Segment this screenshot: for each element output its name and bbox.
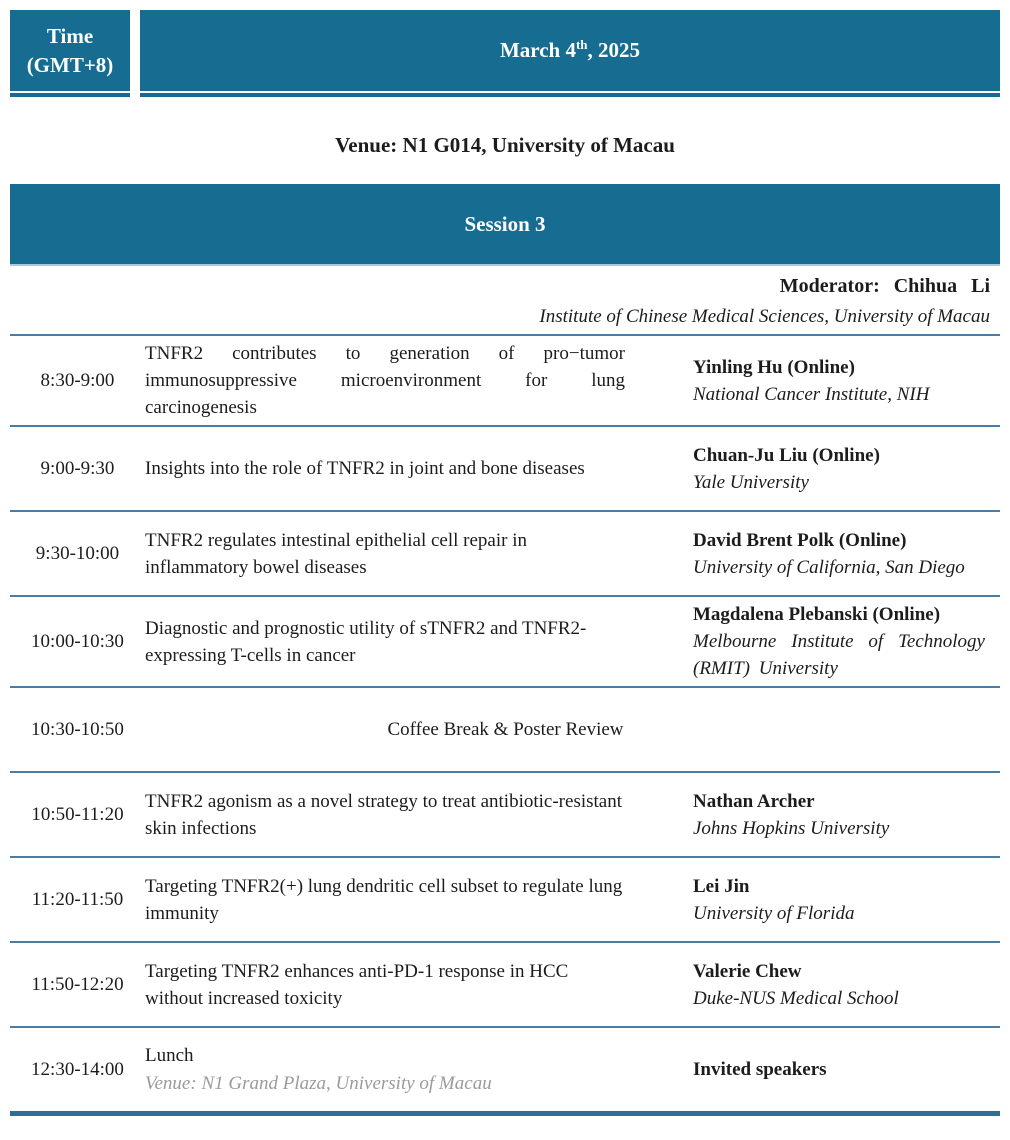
time-header-line2: (GMT+8) [26, 52, 114, 77]
schedule-row [10, 595, 1000, 686]
talk-title: Diagnostic and prognostic utility of sTNFR2 and TNFR2-expressing T-cells in cancer [145, 617, 587, 666]
schedule-row [10, 425, 1000, 510]
talk-title: Targeting TNFR2(+) lung dendritic cell subset to regulate lung immunity [145, 875, 623, 924]
schedule-row [10, 334, 1000, 425]
moderator-affiliation: Institute of Chinese Medical Sciences, University of Macau [539, 306, 990, 327]
title-cell [145, 340, 655, 421]
title-cell [145, 455, 655, 482]
ordinal-suffix: th [575, 37, 588, 52]
speaker-cell [693, 958, 1000, 1012]
time-cell: 8:30-9:00 [40, 369, 115, 391]
schedule-row [10, 941, 1000, 1026]
time-cell: 10:50-11:20 [31, 803, 124, 825]
venue-note: Venue: N1 Grand Plaza, University of Macau [145, 1073, 492, 1094]
speaker-affiliation: Duke-NUS Medical School [693, 987, 899, 1009]
speaker-name: Chuan-Ju Liu (Online) [693, 444, 880, 466]
speaker-affiliation: National Cancer Institute, NIH [693, 383, 930, 405]
session-title-bar [10, 184, 1000, 266]
speaker-affiliation: University of Florida [693, 902, 855, 924]
time-cell: 9:00-9:30 [40, 457, 115, 479]
schedule-row [10, 856, 1000, 941]
talk-title: Targeting TNFR2 enhances anti-PD-1 response in HCC without increased toxicity [145, 960, 569, 1009]
date-header [140, 10, 1000, 91]
time-cell: 11:50-12:20 [31, 973, 124, 995]
schedule-row [10, 771, 1000, 856]
speaker-cell [693, 354, 1000, 408]
session-title: Session 3 [464, 211, 546, 236]
talk-title: TNFR2 regulates intestinal epithelial cell repair in inflammatory bowel diseases [145, 529, 527, 578]
talk-title: TNFR2 agonism as a novel strategy to treat antibiotic-resistant skin infections [145, 790, 623, 839]
time-column-header [10, 10, 130, 91]
schedule-row [10, 686, 1000, 771]
speaker-name: Yinling Hu (Online) [693, 356, 855, 378]
schedule-table [10, 334, 1000, 1116]
speaker-cell [693, 873, 1000, 927]
moderator-name: Moderator: Chihua Li [779, 275, 990, 297]
speaker-affiliation: Melbourne Institute of Technology (RMIT) University [693, 631, 985, 679]
speaker-name: David Brent Polk (Online) [693, 529, 907, 551]
title-cell [145, 527, 655, 581]
title-cell [145, 873, 655, 927]
speaker-affiliation: University of California, San Diego [693, 556, 965, 578]
speaker-cell [693, 601, 1000, 682]
break-title: Coffee Break & Poster Review [387, 718, 624, 740]
table-header-row [10, 10, 1000, 91]
speaker-name: Lei Jin [693, 875, 750, 897]
speaker-affiliation: Yale University [693, 471, 809, 493]
time-header-line1: Time [46, 23, 94, 48]
speaker-name: Nathan Archer [693, 790, 815, 812]
talk-title: Insights into the role of TNFR2 in joint and bone diseases [145, 458, 585, 479]
talk-title: TNFR2 contributes to generation of pro−tumor immunosuppressive microenvironment for lung carcinogenesis [145, 343, 625, 418]
time-cell: 11:20-11:50 [31, 888, 124, 910]
time-cell: 9:30-10:00 [35, 542, 120, 564]
speaker-name: Invited speakers [693, 1059, 827, 1080]
schedule-row [10, 1026, 1000, 1111]
title-cell [145, 788, 655, 842]
speaker-cell [693, 1056, 1000, 1083]
speaker-name: Valerie Chew [693, 960, 802, 982]
speaker-cell [693, 788, 1000, 842]
speaker-cell [693, 442, 1000, 496]
talk-title: Lunch [145, 1045, 194, 1066]
date-text: March 4th, 2025 [499, 37, 641, 62]
speaker-affiliation: Johns Hopkins University [693, 817, 890, 839]
time-cell: 12:30-14:00 [31, 1058, 124, 1080]
time-cell: 10:30-10:50 [31, 718, 124, 740]
time-cell: 10:00-10:30 [31, 630, 124, 652]
speaker-cell [693, 527, 1000, 581]
venue-heading: Venue: N1 G014, University of Macau [335, 133, 675, 157]
moderator-block [10, 266, 1000, 334]
speaker-name: Magdalena Plebanski (Online) [693, 604, 941, 625]
title-cell [145, 615, 655, 669]
title-cell [145, 958, 655, 1012]
schedule-row [10, 510, 1000, 595]
title-cell [145, 1042, 655, 1097]
